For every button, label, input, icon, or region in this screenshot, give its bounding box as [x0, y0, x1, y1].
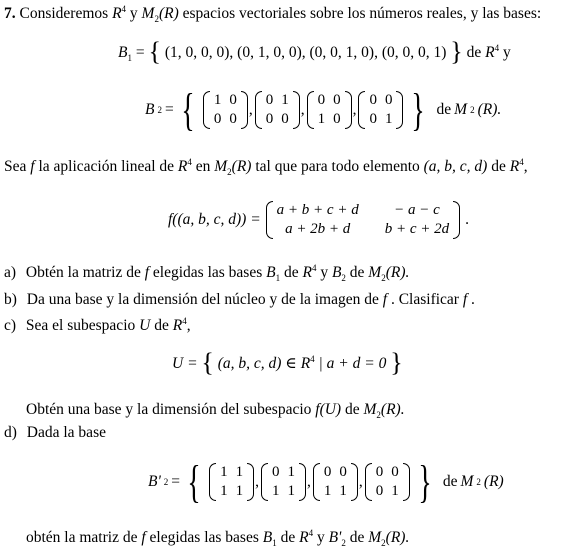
- map-formula-lhs: f((a, b, c, d)) =: [168, 211, 261, 228]
- matrix-entry: 1: [287, 464, 296, 480]
- subspace-U: U = { (a, b, c, d) ∈ $R^4$ | a + d = 0 }: [172, 348, 403, 377]
- matrix-entry: 0: [391, 464, 399, 480]
- item-label: d): [4, 424, 17, 441]
- matrix-2x2: [203, 91, 248, 129]
- matrix-entry: 1: [317, 111, 326, 127]
- item-label: a): [4, 264, 17, 281]
- basis-vector: (1, 0, 0, 0): [164, 44, 230, 61]
- basis-B1: $B_1$ = { (1, 0, 0, 0), (0, 1, 0, 0), (0, 0, 1, 0), (0, 0, 0, 1) } de $R^4$ y: [118, 37, 511, 66]
- matrix-2x2: [313, 463, 358, 501]
- basis-vector: (0, 0, 1, 0): [309, 44, 375, 61]
- matrix-entry: 1: [339, 483, 347, 499]
- matrix-entry: 0: [281, 111, 289, 127]
- matrix-entry: 1: [220, 483, 228, 499]
- matrix-entry: 0: [272, 464, 280, 480]
- matrix-entry: 1: [391, 483, 399, 499]
- matrix-2x2: [307, 91, 352, 129]
- matrix-entry: 0: [265, 111, 274, 127]
- matrix-entry: 0: [339, 464, 347, 480]
- item-b: b) Da una base y la dimensión del núcleo y de la imagen de f . Clasificar f .: [4, 291, 475, 308]
- item-c: c) Sea el subespacio U de $R^4$,: [4, 315, 191, 334]
- problem-statement: 7. Consideremos $R^4$ y $M_2(R)$ espacios vectoriales sobre los números reales, y las bases:: [4, 3, 542, 25]
- matrix-2x2: [255, 91, 300, 129]
- matrix-entry: 1: [281, 92, 289, 108]
- matrix-entry: 1: [220, 464, 228, 480]
- matrix-2x2: [209, 463, 254, 501]
- matrix-entry: 0: [333, 92, 341, 108]
- intro-text: Consideremos: [19, 5, 109, 22]
- matrix-entry: 0: [213, 111, 222, 127]
- basis-B2-prime: B' 2 = { 1 1 1 1 , 0 1 1 1 , 0 0 1 1 , 0 0 0 1 } de M 2 (R): [148, 456, 504, 507]
- matrix-2x2: [365, 463, 410, 501]
- map-formula: f((a, b, c, d)) = a + b + c + d − a − c a + 2b + d b + c + 2d .: [168, 202, 469, 237]
- item-c-task: Obtén una base y la dimensión del subespacio f(U) de $M_2(R)$.: [26, 401, 405, 421]
- matrix-entry: 0: [384, 92, 393, 108]
- matrix-entry: 0: [375, 483, 384, 499]
- matrix-entry: 0: [323, 464, 332, 480]
- item-d-task: obtén la matriz de f elegidas las bases $B_1$ de $R^4$ y $B'_2$ de $M_2(R)$.: [26, 527, 410, 549]
- matrix-entry: 1: [323, 483, 332, 499]
- map-definition: Sea f la aplicación lineal de $R^4$ en $M_2(R)$ tal que para todo elemento (a, b, c, d) de $R^4$,: [4, 156, 528, 178]
- matrix-2x2: [358, 91, 403, 129]
- matrix-entry: 1: [213, 92, 222, 108]
- matrix-entry: 0: [369, 111, 377, 127]
- matrix-entry: 0: [229, 92, 237, 108]
- matrix-entry: 0: [317, 92, 326, 108]
- intro-text-2: espacios vectoriales sobre los números reales, y las bases:: [182, 5, 542, 22]
- basis-vector: (0, 1, 0, 0): [237, 44, 302, 61]
- basis-B2-matrices: 1 0 0 0 , 0 1 0 0 , 0 0 1 0 , 0 0 0 1: [202, 91, 405, 129]
- map-formula-matrix: a + b + c + d − a − c a + 2b + d b + c + 2d: [266, 201, 460, 239]
- matrix-entry: 0: [375, 464, 384, 480]
- basis-B1-vectors: (1, 0, 0, 0), (0, 1, 0, 0), (0, 0, 1, 0), (0, 0, 0, 1): [164, 44, 447, 61]
- matrix-entry: 1: [272, 483, 280, 499]
- matrix-entry: 1: [384, 111, 393, 127]
- problem-number: 7.: [4, 5, 16, 22]
- space-M: M: [141, 5, 155, 22]
- item-d: d) Dada la base: [4, 424, 106, 441]
- basis-vector: (0, 0, 0, 1): [381, 44, 447, 61]
- basis-B2: B 2 = { 1 0 0 0 , 0 1 0 0 , 0 0 1 0 , 0 0 0 1 } de M 2 (R).: [145, 84, 502, 135]
- matrix-entry: 0: [333, 111, 341, 127]
- space-R: R: [112, 5, 122, 22]
- matrix-entry: 1: [235, 464, 244, 480]
- item-label: b): [4, 291, 17, 308]
- matrix-entry: 1: [287, 483, 296, 499]
- matrix-entry: 0: [229, 111, 237, 127]
- matrix-2x2: [261, 463, 306, 501]
- matrix-entry: 0: [265, 92, 274, 108]
- matrix-entry: 1: [235, 483, 244, 499]
- matrix-entry: 0: [369, 92, 377, 108]
- item-label: c): [4, 317, 17, 334]
- basis-B2-prime-matrices: 1 1 1 1 , 0 1 1 1 , 0 0 1 1 , 0 0 0 1: [208, 463, 411, 501]
- item-a: a) Obtén la matriz de f elegidas las bases $B_1$ de $R^4$ y $B_2$ de $M_2(R)$.: [4, 262, 410, 284]
